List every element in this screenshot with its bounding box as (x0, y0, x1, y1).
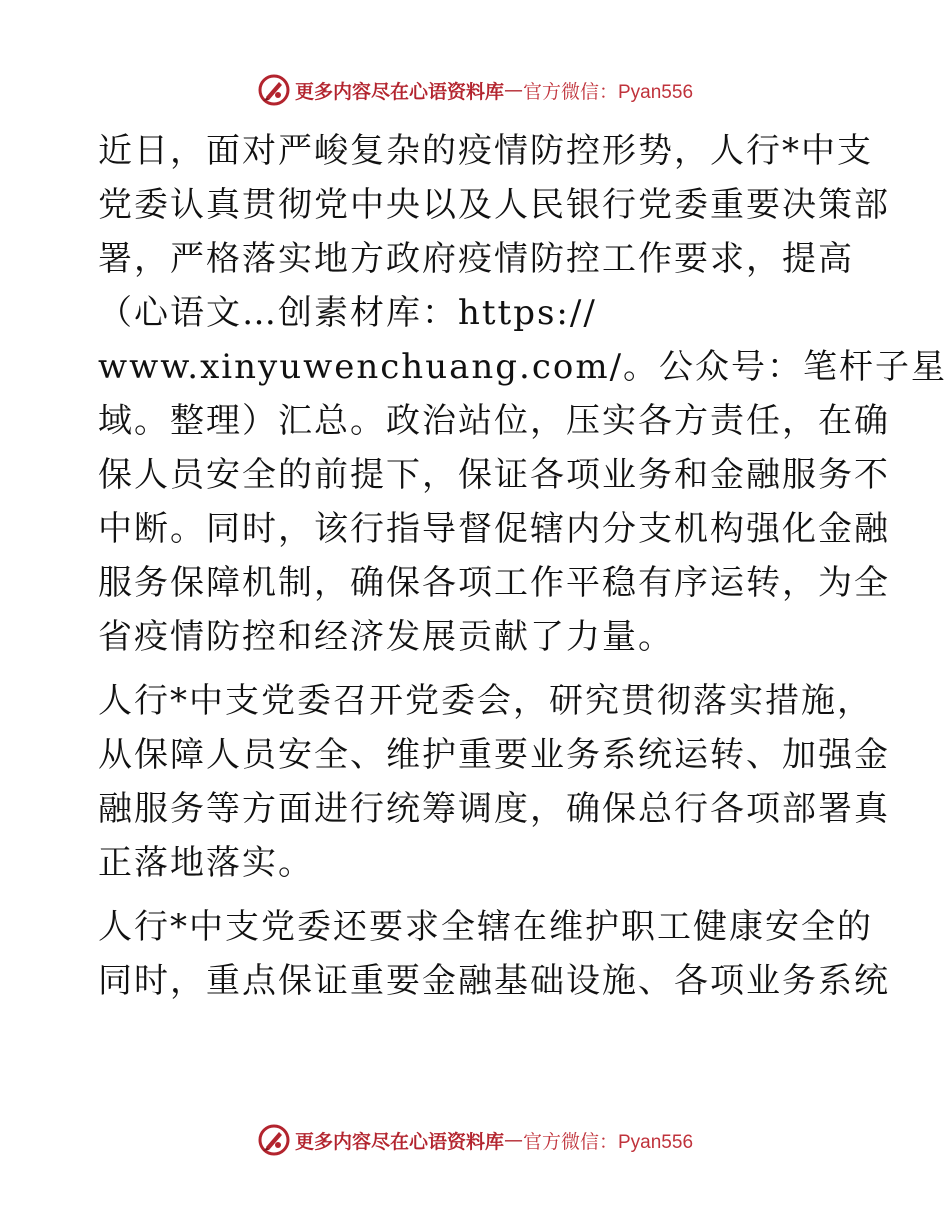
paragraph-line: 人行*中支党委还要求全辖在维护职工健康安全的 (98, 907, 873, 947)
paragraph-line: （心语文…创素材库：https:// (98, 293, 597, 333)
xinyu-logo-icon (257, 73, 291, 107)
xinyu-logo-icon (257, 1123, 291, 1157)
paragraph-line: 服务保障机制，确保各项工作平稳有序运转，为全 (98, 563, 890, 603)
paragraph-1 (98, 124, 948, 664)
header-banner-account-text: 官方微信：Pyan556 (523, 81, 694, 103)
paragraph-line: 署，严格落实地方政府疫情防控工作要求，提高 (98, 239, 854, 279)
footer-banner (0, 1120, 950, 1160)
paragraph-3 (98, 900, 890, 1008)
paragraph-line: 近日，面对严峻复杂的疫情防控形势，人行*中支 (98, 131, 873, 171)
header-banner-main-text: 更多内容尽在心语资料库 (294, 80, 504, 103)
document-body (98, 124, 948, 1008)
paragraph-line: 党委认真贯彻党中央以及人民银行党委重要决策部 (98, 185, 890, 225)
paragraph-line: 中断。同时，该行指导督促辖内分支机构强化金融 (98, 509, 890, 549)
footer-banner-account-text: 官方微信：Pyan556 (523, 1131, 694, 1153)
paragraph-line: 域。整理）汇总。政治站位，压实各方责任，在确 (98, 401, 890, 441)
paragraph-line: 省疫情防控和经济发展贡献了力量。 (98, 617, 674, 657)
paragraph-line: 同时，重点保证重要金融基础设施、各项业务系统 (98, 961, 890, 1001)
header-banner-separator: — (504, 79, 523, 101)
paragraph-line: 正落地落实。 (98, 843, 314, 883)
paragraph-line: 保人员安全的前提下，保证各项业务和金融服务不 (98, 455, 890, 495)
paragraph-line: 融服务等方面进行统筹调度，确保总行各项部署真 (98, 789, 890, 829)
paragraph-line: www.xinyuwenchuang.com/。公众号：笔杆子星 (98, 347, 948, 387)
paragraph-line: 从保障人员安全、维护重要业务系统运转、加强金 (98, 735, 890, 775)
footer-banner-separator: — (504, 1129, 523, 1151)
header-banner (0, 70, 950, 110)
footer-banner-main-text: 更多内容尽在心语资料库 (294, 1130, 504, 1153)
paragraph-line: 人行*中支党委召开党委会，研究贯彻落实措施， (98, 681, 873, 721)
paragraph-2 (98, 674, 890, 890)
